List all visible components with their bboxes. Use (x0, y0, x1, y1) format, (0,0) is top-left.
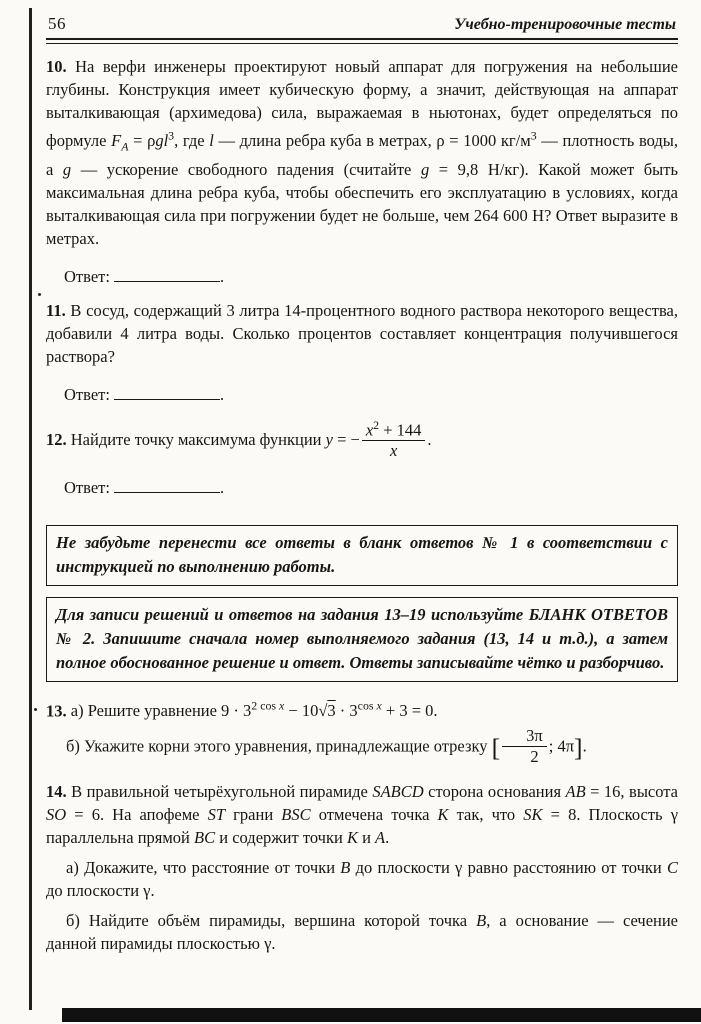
problem-13-number: 13. (46, 701, 67, 721)
answer-period-10: . (219, 266, 225, 286)
scan-speck (38, 293, 41, 296)
problem-13b-fraction (502, 727, 547, 765)
notice-box-answers-blank-1 (46, 525, 678, 586)
scan-edge-left (29, 8, 32, 1010)
answer-period-12: . (219, 477, 225, 497)
problem-12-number: 12. (46, 429, 67, 449)
running-title: Учебно-тренировочные тесты (454, 16, 676, 33)
answer-label-11: Ответ: (64, 384, 110, 404)
notice-box-2-text: Для записи решений и ответов на задания 13–19 используйте БЛАНК ОТВЕТОВ № 2. Запишите сначала номер выполняемого задания (13, 14 и т.д.), а затем полное обоснованное решение и ответ. Ответы записывайте чётко и разборчиво. (56, 604, 668, 672)
problem-14a (46, 856, 678, 902)
problem-14-text: В правильной четырёхугольной пирамиде SABCD сторона основания AB = 16, высота SO = 6. На апофеме ST грани BSC отмечена точка K так, что SK = 8. Плоскость γ параллельна прямой BC и содержит точки K и A. (46, 782, 678, 848)
answer-blank-10 (114, 267, 220, 282)
answer-row-11 (64, 383, 678, 406)
page-content (46, 12, 678, 955)
problem-13b-text: б) Укажите корни этого уравнения, принадлежащие отрезку (66, 737, 492, 757)
problem-12 (46, 417, 678, 461)
problem-11-number: 11. (46, 300, 66, 320)
problem-13a-text: а) Решите уравнение $9 \cdot 3^{2 cos x} - 10√3 \cdot 3^{cos x} + 3 = 0$. (70, 698, 438, 721)
problem-10-number: 10. (46, 57, 67, 76)
problem-10 (46, 55, 678, 250)
problem-12-fraction (362, 419, 426, 459)
fraction-numerator: $x^2 + 144$ (362, 419, 426, 441)
answer-label-12: Ответ: (64, 477, 110, 497)
header-rule (46, 38, 678, 44)
answer-blank-12 (114, 478, 220, 493)
problem-12-tail: . (427, 429, 432, 449)
problem-11-text: В сосуд, содержащий 3 литра 14-процентного водного раствора некоторого вещества, добавили 4 литра воды. Сколько процентов составляет концентрация получившегося раствора? (46, 300, 679, 366)
answer-blank-11 (114, 385, 220, 400)
problem-13b-interval: ; 4π (548, 737, 575, 757)
page-number: 56 (48, 14, 66, 33)
close-bracket: ] (574, 732, 583, 762)
problem-13b (46, 726, 678, 767)
answer-label-10: Ответ: (64, 266, 110, 286)
scan-edge-bottom (62, 1008, 701, 1022)
notice-box-answers-blank-2 (46, 597, 678, 682)
answer-period-11: . (219, 384, 225, 404)
problem-14-number: 14. (46, 782, 67, 802)
notice-box-1-text: Не забудьте перенести все ответы в бланк ответов № 1 в соответствии с инструкцией по выполнению работы. (56, 532, 668, 576)
problem-14b (46, 909, 678, 955)
problem-13b-tail: . (582, 737, 587, 757)
fraction-numerator: 3π (502, 727, 547, 746)
answer-row-10 (64, 265, 678, 288)
problem-10-text: На верфи инженеры проектируют новый аппарат для погружения на небольшие глубины. Конструкция имеет кубическую форму, а значит, действующая на аппарат выталкивающая (архимедова) сила, выражаемая в ньютонах, будет определяться по формуле $F_A = \rho gl^3$, где l — длина ребра куба в метрах, ρ = 1000 $кг/м^3$ — плотность воды, а g — ускорение свободного падения (считайте g = 9,8 Н/кг). Какой может быть максимальная длина ребра куба, чтобы обеспечить его эксплуатацию в условиях, когда выталкивающая сила при погружении будет не больше, чем 264 600 Н? Ответ выразите в метрах. (46, 57, 679, 248)
scan-speck (34, 708, 37, 711)
problem-12-text: Найдите точку максимума функции y = − (70, 429, 360, 449)
fraction-denominator: x (389, 440, 398, 460)
problem-13 (46, 695, 678, 723)
problem-11 (46, 299, 678, 368)
problem-14 (46, 780, 678, 849)
fraction-denominator: 2 (530, 746, 539, 766)
answer-row-12 (64, 476, 678, 499)
problem-14a-text: а) Докажите, что расстояние от точки B до плоскости γ равно расстоянию от точки C до плоскости γ. (46, 858, 678, 901)
page-header (46, 12, 678, 37)
open-bracket: [ (491, 732, 501, 762)
problem-14b-text: б) Найдите объём пирамиды, вершина которой точка B, а основание — сечение данной пирамиды плоскостью γ. (46, 911, 678, 954)
